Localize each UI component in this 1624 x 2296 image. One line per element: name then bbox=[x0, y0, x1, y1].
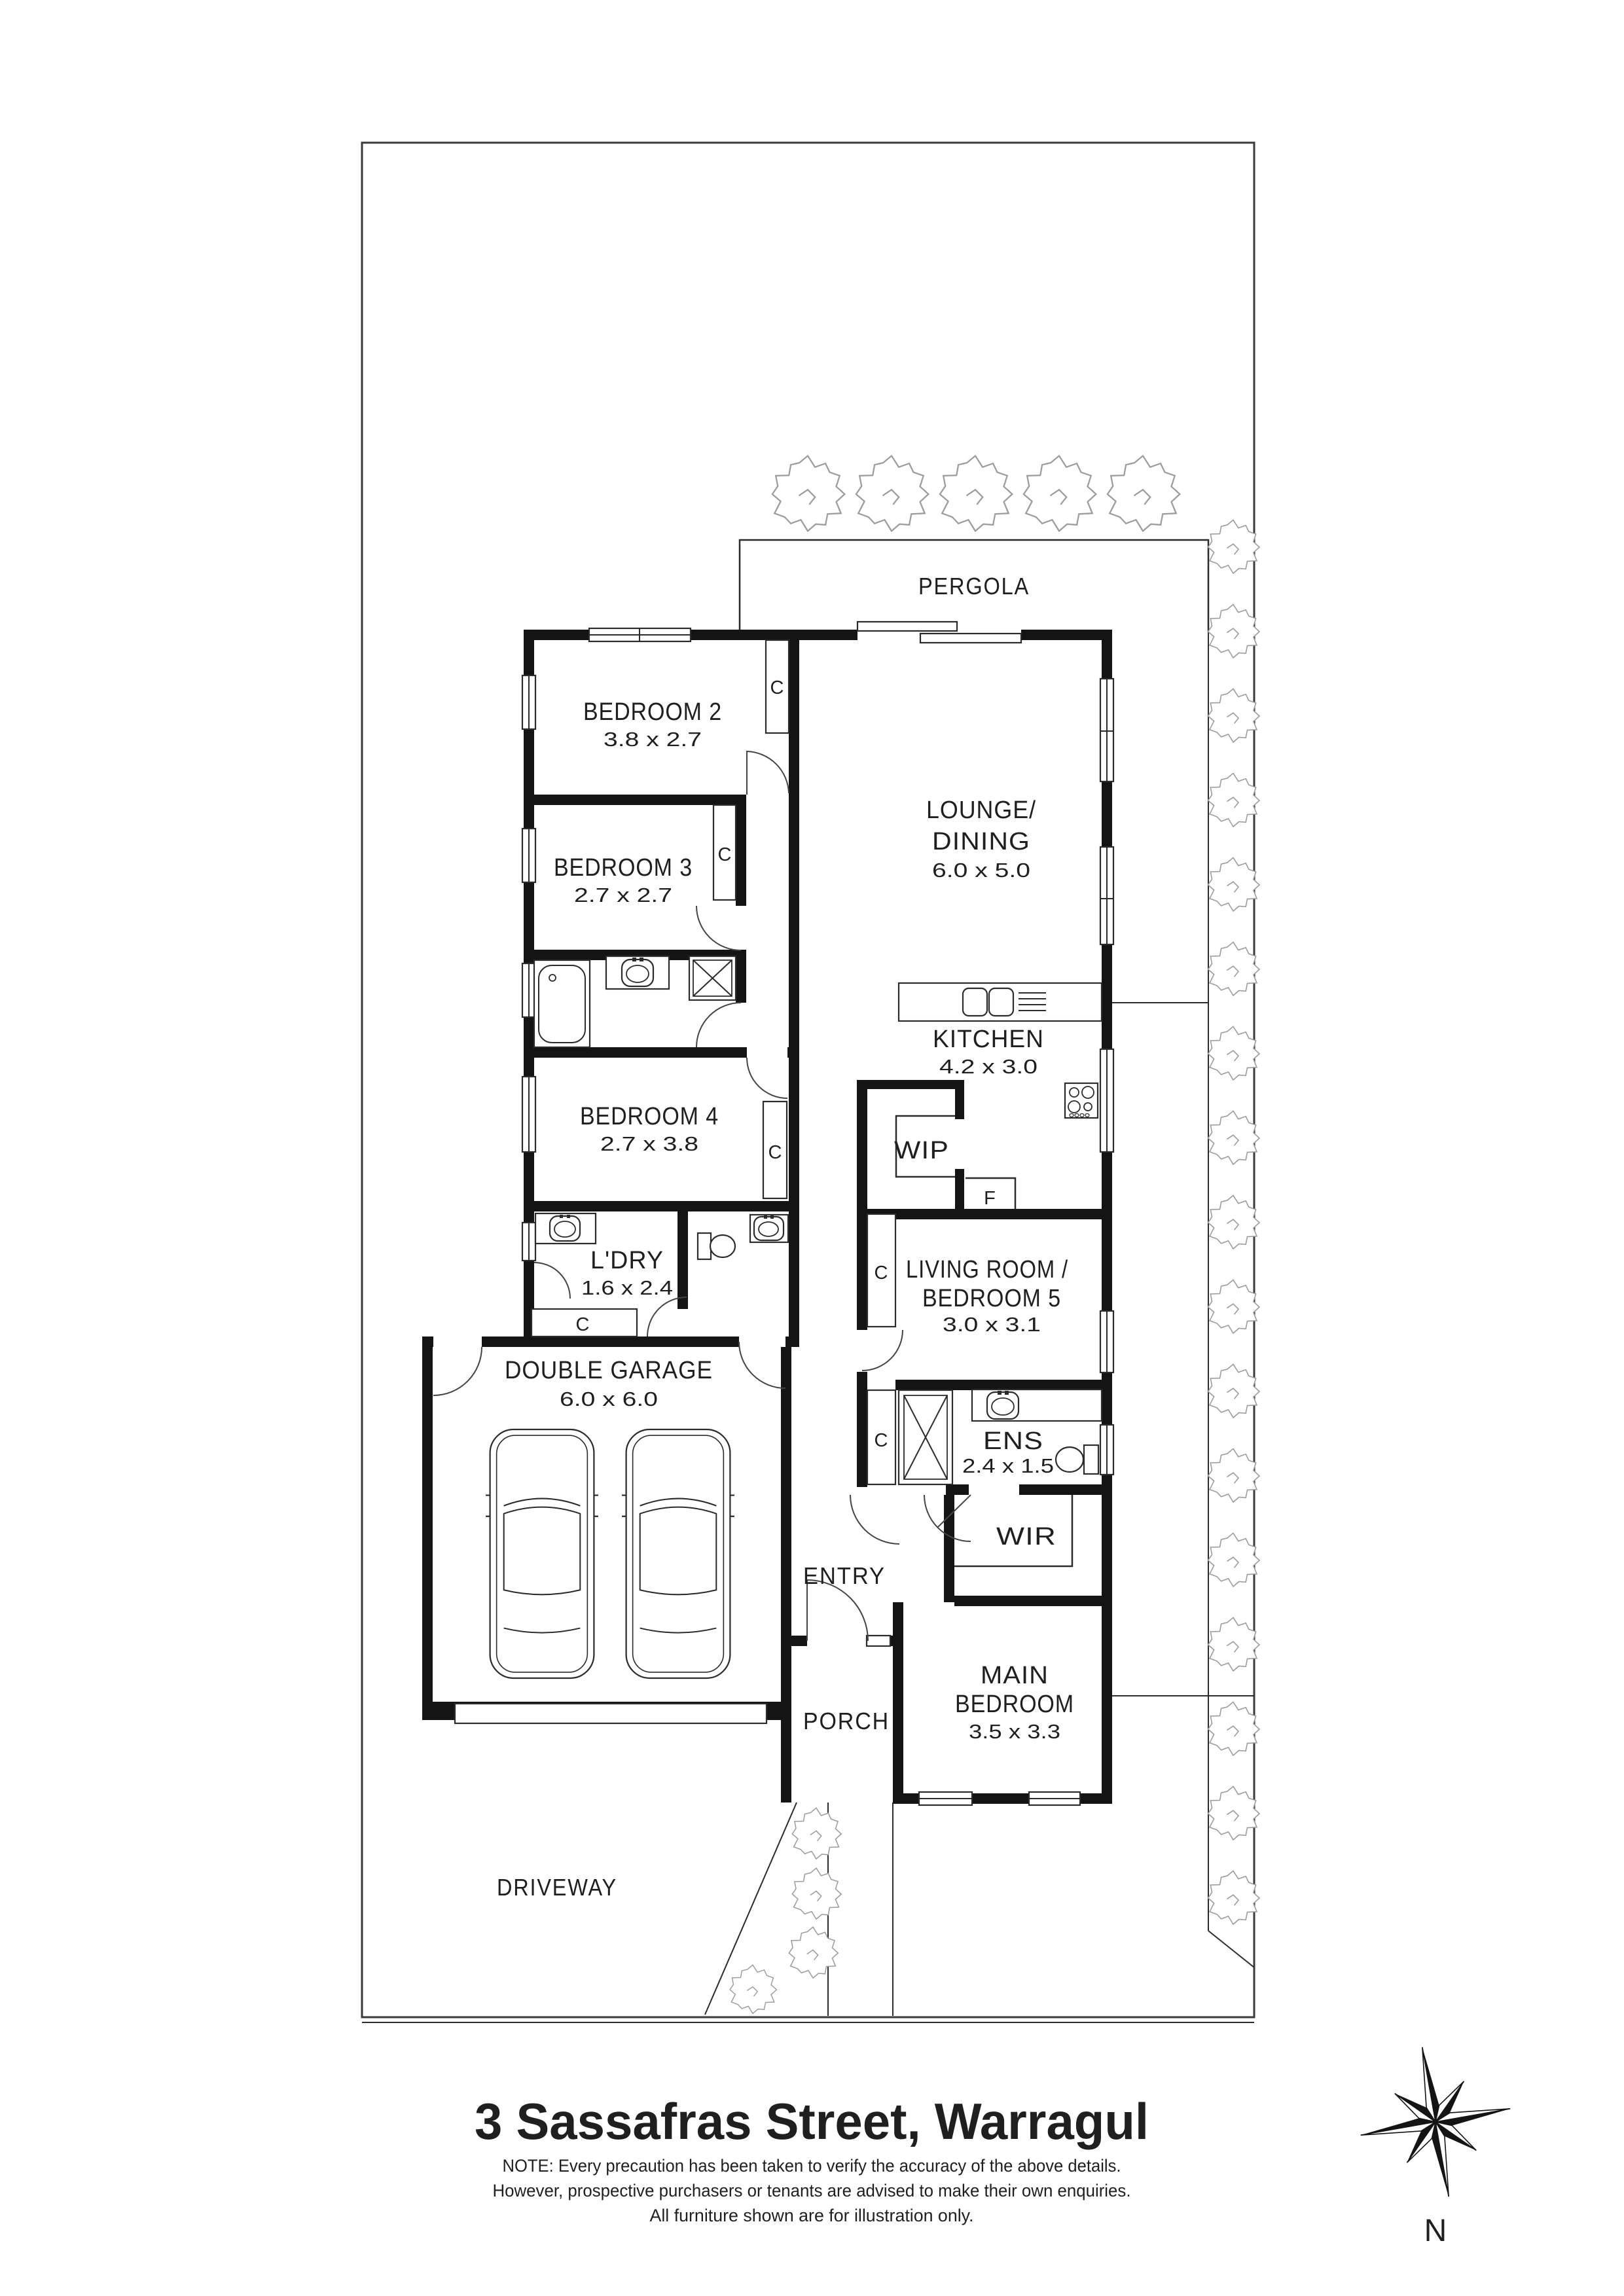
tree-icon bbox=[1208, 604, 1259, 658]
note-line-2: However, prospective purchasers or tenants are advised to make their own enquiries. bbox=[492, 2181, 1131, 2200]
window bbox=[1100, 679, 1113, 781]
bathtub bbox=[534, 960, 590, 1047]
window bbox=[522, 1077, 535, 1152]
tree-icon bbox=[772, 456, 844, 531]
pergola-label: PERGOLA bbox=[918, 573, 1030, 600]
window bbox=[522, 1223, 535, 1261]
tree-icon bbox=[730, 1965, 776, 2013]
tree-icon bbox=[1108, 456, 1180, 531]
note-line-3: All furniture shown are for illustration only. bbox=[649, 2206, 974, 2225]
tree-icon bbox=[789, 1927, 838, 1978]
tree-icon bbox=[1208, 1786, 1259, 1840]
note-line-1: NOTE: Every precaution has been taken to verify the accuracy of the above details. bbox=[502, 2156, 1121, 2176]
cooktop bbox=[1065, 1083, 1098, 1118]
living-dims: 3.0 x 3.1 bbox=[943, 1313, 1041, 1336]
fridge-label: F bbox=[984, 1188, 996, 1209]
tree-icon bbox=[1208, 1871, 1259, 1924]
tree-icon bbox=[1208, 1280, 1259, 1333]
bedroom4-label: BEDROOM 4 bbox=[580, 1103, 719, 1130]
ens-label: ENS bbox=[983, 1427, 1043, 1455]
window bbox=[1100, 1311, 1113, 1372]
tree-icon bbox=[1208, 1617, 1259, 1671]
tree-icon bbox=[1208, 1111, 1259, 1164]
window bbox=[522, 675, 535, 729]
compass-light-points bbox=[1348, 2034, 1524, 2210]
ens-dims: 2.4 x 1.5 bbox=[962, 1454, 1054, 1477]
porch-label: PORCH bbox=[803, 1708, 890, 1734]
closet-label: C bbox=[717, 844, 732, 865]
car-icon bbox=[619, 1429, 738, 1678]
car-icon bbox=[483, 1429, 602, 1678]
main-bedroom-label-1: MAIN bbox=[981, 1662, 1049, 1689]
tree-icon bbox=[1208, 1195, 1259, 1249]
tree-icon bbox=[792, 1868, 841, 1919]
tree-icon bbox=[1208, 773, 1259, 827]
wc-sink bbox=[750, 1215, 788, 1242]
window bbox=[1100, 1049, 1113, 1152]
driveway-label: DRIVEWAY bbox=[497, 1874, 617, 1901]
garden-trees bbox=[730, 456, 1259, 2013]
living-label-2: BEDROOM 5 bbox=[922, 1285, 1061, 1312]
closet-label: C bbox=[575, 1314, 590, 1335]
sliding-door-panel bbox=[920, 634, 1021, 643]
kitchen-bench-sink bbox=[899, 983, 1102, 1021]
lounge-label-2: DINING bbox=[932, 828, 1030, 855]
closet-label: C bbox=[874, 1263, 888, 1283]
bedroom2-label: BEDROOM 2 bbox=[583, 698, 722, 726]
garage-door bbox=[455, 1704, 767, 1723]
entry-sidelight-window bbox=[867, 1636, 890, 1646]
kitchen-dims: 4.2 x 3.0 bbox=[939, 1055, 1038, 1078]
window bbox=[919, 1792, 972, 1805]
tree-icon bbox=[792, 1808, 841, 1859]
wir-label: WIR bbox=[996, 1523, 1056, 1551]
tree-icon bbox=[1208, 1364, 1259, 1418]
closet-label: C bbox=[874, 1430, 888, 1451]
tree-icon bbox=[1208, 520, 1259, 573]
living-label-1: LIVING ROOM / bbox=[906, 1256, 1068, 1283]
window bbox=[589, 628, 691, 641]
garage-label: DOUBLE GARAGE bbox=[505, 1357, 713, 1384]
wc-toilet bbox=[698, 1233, 735, 1259]
ens-vanity-sink bbox=[972, 1390, 1102, 1421]
entry-label: ENTRY bbox=[803, 1562, 886, 1589]
bedroom2-dims: 3.8 x 2.7 bbox=[604, 728, 702, 751]
laundry-dims: 1.6 x 2.4 bbox=[581, 1276, 673, 1299]
tree-icon bbox=[1024, 456, 1096, 531]
kitchen-label: KITCHEN bbox=[933, 1026, 1044, 1053]
tree-icon bbox=[1208, 1026, 1259, 1080]
window bbox=[1100, 1425, 1113, 1475]
tree-icon bbox=[1208, 942, 1259, 996]
ens-toilet bbox=[1056, 1445, 1098, 1474]
tree-icon bbox=[1208, 1702, 1259, 1755]
window bbox=[522, 829, 535, 882]
tree-icon bbox=[856, 456, 928, 531]
tree-icon bbox=[1208, 1448, 1259, 1502]
sliding-door-panel bbox=[857, 622, 957, 631]
bathroom-vanity-sink bbox=[606, 956, 669, 989]
bathroom-shower bbox=[689, 956, 736, 1000]
main-bedroom-label-2: BEDROOM bbox=[955, 1691, 1074, 1718]
tree-icon bbox=[1208, 689, 1259, 742]
wip-label: WIP bbox=[894, 1137, 949, 1164]
tree-icon bbox=[1208, 1533, 1259, 1587]
garage-dims: 6.0 x 6.0 bbox=[560, 1388, 658, 1410]
compass-rose bbox=[1348, 2034, 1524, 2248]
laundry-label: L'DRY bbox=[590, 1247, 664, 1274]
ens-shower bbox=[899, 1390, 952, 1484]
window bbox=[1029, 1792, 1080, 1805]
lounge-label-1: LOUNGE/ bbox=[926, 797, 1036, 824]
closet-label: C bbox=[770, 677, 784, 698]
closet-label: C bbox=[768, 1142, 782, 1163]
page-title: 3 Sassafras Street, Warragul bbox=[475, 2092, 1149, 2150]
bedroom3-label: BEDROOM 3 bbox=[554, 854, 693, 882]
north-label: N bbox=[1424, 2214, 1447, 2248]
bedroom4-dims: 2.7 x 3.8 bbox=[600, 1132, 698, 1155]
tree-icon bbox=[1208, 857, 1259, 911]
bedroom3-dims: 2.7 x 2.7 bbox=[574, 884, 672, 906]
tree-icon bbox=[940, 456, 1012, 531]
lounge-dims: 6.0 x 5.0 bbox=[932, 859, 1030, 882]
window bbox=[1100, 847, 1113, 944]
property-boundary bbox=[362, 143, 1254, 2022]
main-bedroom-dims: 3.5 x 3.3 bbox=[969, 1720, 1060, 1743]
laundry-sink bbox=[535, 1213, 596, 1244]
